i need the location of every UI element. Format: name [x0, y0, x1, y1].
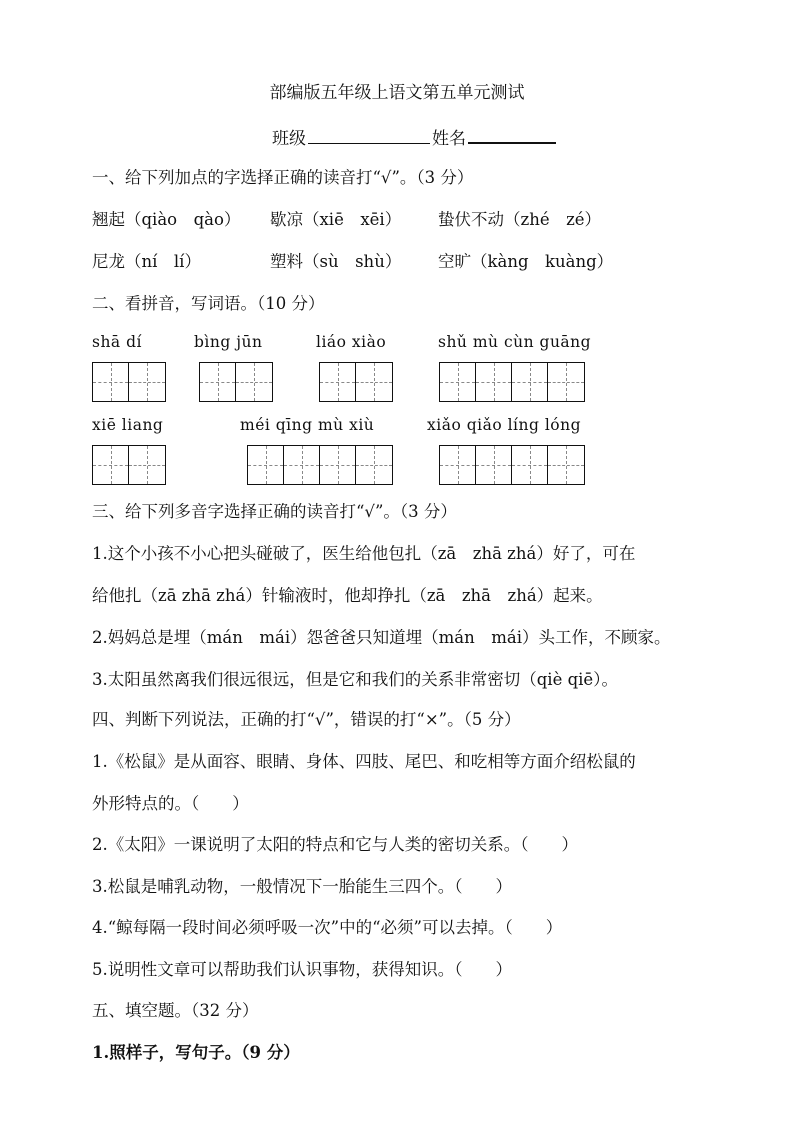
section2-heading: 二、看拼音，写词语。（10 分）: [92, 294, 325, 313]
writing-grid-2[interactable]: [199, 362, 273, 402]
class-label: 班级: [272, 129, 306, 149]
section3-heading: 三、给下列多音字选择正确的读音打“√”。（3 分）: [92, 502, 457, 521]
writing-grid-5[interactable]: [92, 445, 166, 485]
s3-q1-line2: 给他扎（zā zhā zhá）针输液时，他却挣扎（zā zhā zhá）起来。: [92, 586, 603, 605]
section4-heading: 四、判断下列说法，正确的打“√”，错误的打“×”。（5 分）: [92, 710, 521, 729]
s1-item-4: 尼龙（ní lí）: [92, 252, 201, 271]
s4-q3: 3.松鼠是哺乳动物，一般情况下一胎能生三四个。（ ）: [92, 877, 512, 896]
writing-grid-7[interactable]: [439, 445, 585, 485]
pinyin-7: xiǎo qiǎo líng lóng: [427, 416, 582, 434]
writing-grid-3[interactable]: [319, 362, 393, 402]
s1-item-3: 蛰伏不动（zhé zé）: [438, 210, 602, 229]
class-blank[interactable]: [308, 127, 430, 144]
pinyin-1: shā dí: [92, 333, 142, 351]
s4-q4: 4.“鲸每隔一段时间必须呼吸一次”中的“必须”可以去掉。（ ）: [92, 918, 563, 937]
s4-q1-line1: 1.《松鼠》是从面容、眼睛、身体、四肢、尾巴、和吃相等方面介绍松鼠的: [92, 752, 636, 771]
writing-grid-6[interactable]: [247, 445, 393, 485]
section5-heading: 五、填空题。（32 分）: [92, 1001, 259, 1020]
pinyin-6: méi qīng mù xiù: [240, 416, 375, 434]
pinyin-5: xiē liang: [92, 416, 164, 434]
s5-sub1: 1.照样子，写句子。（9 分）: [92, 1043, 300, 1062]
page-title: 部编版五年级上语文第五单元测试: [269, 83, 525, 103]
name-label: 姓名: [432, 129, 466, 149]
s1-item-2: 歇凉（xiē xēi）: [270, 210, 402, 229]
s3-q3: 3.太阳虽然离我们很远很远，但是它和我们的关系非常密切（qiè qiē）。: [92, 670, 618, 689]
pinyin-2: bìng jūn: [194, 333, 263, 351]
writing-grid-4[interactable]: [439, 362, 585, 402]
pinyin-3: liáo xiào: [316, 333, 387, 351]
s1-item-6: 空旷（kàng kuàng）: [438, 252, 614, 271]
writing-grid-1[interactable]: [92, 362, 166, 402]
s3-q2: 2.妈妈总是埋（mán mái）怨爸爸只知道埋（mán mái）头工作，不顾家。: [92, 628, 671, 647]
s4-q2: 2.《太阳》一课说明了太阳的特点和它与人类的密切关系。（ ）: [92, 835, 578, 854]
s1-item-5: 塑料（sù shù）: [270, 252, 402, 271]
name-blank[interactable]: [468, 126, 556, 144]
s4-q5: 5.说明性文章可以帮助我们认识事物，获得知识。（ ）: [92, 960, 512, 979]
s4-q1-line2: 外形特点的。（ ）: [92, 794, 249, 813]
s3-q1-line1: 1.这个小孩不小心把头碰破了，医生给他包扎（zā zhā zhá）好了，可在: [92, 544, 636, 563]
section1-heading: 一、给下列加点的字选择正确的读音打“√”。（3 分）: [92, 168, 474, 187]
pinyin-4: shǔ mù cùn guāng: [438, 333, 592, 351]
s1-item-1: 翘起（qiào qào）: [92, 210, 241, 229]
student-info: [272, 124, 558, 149]
